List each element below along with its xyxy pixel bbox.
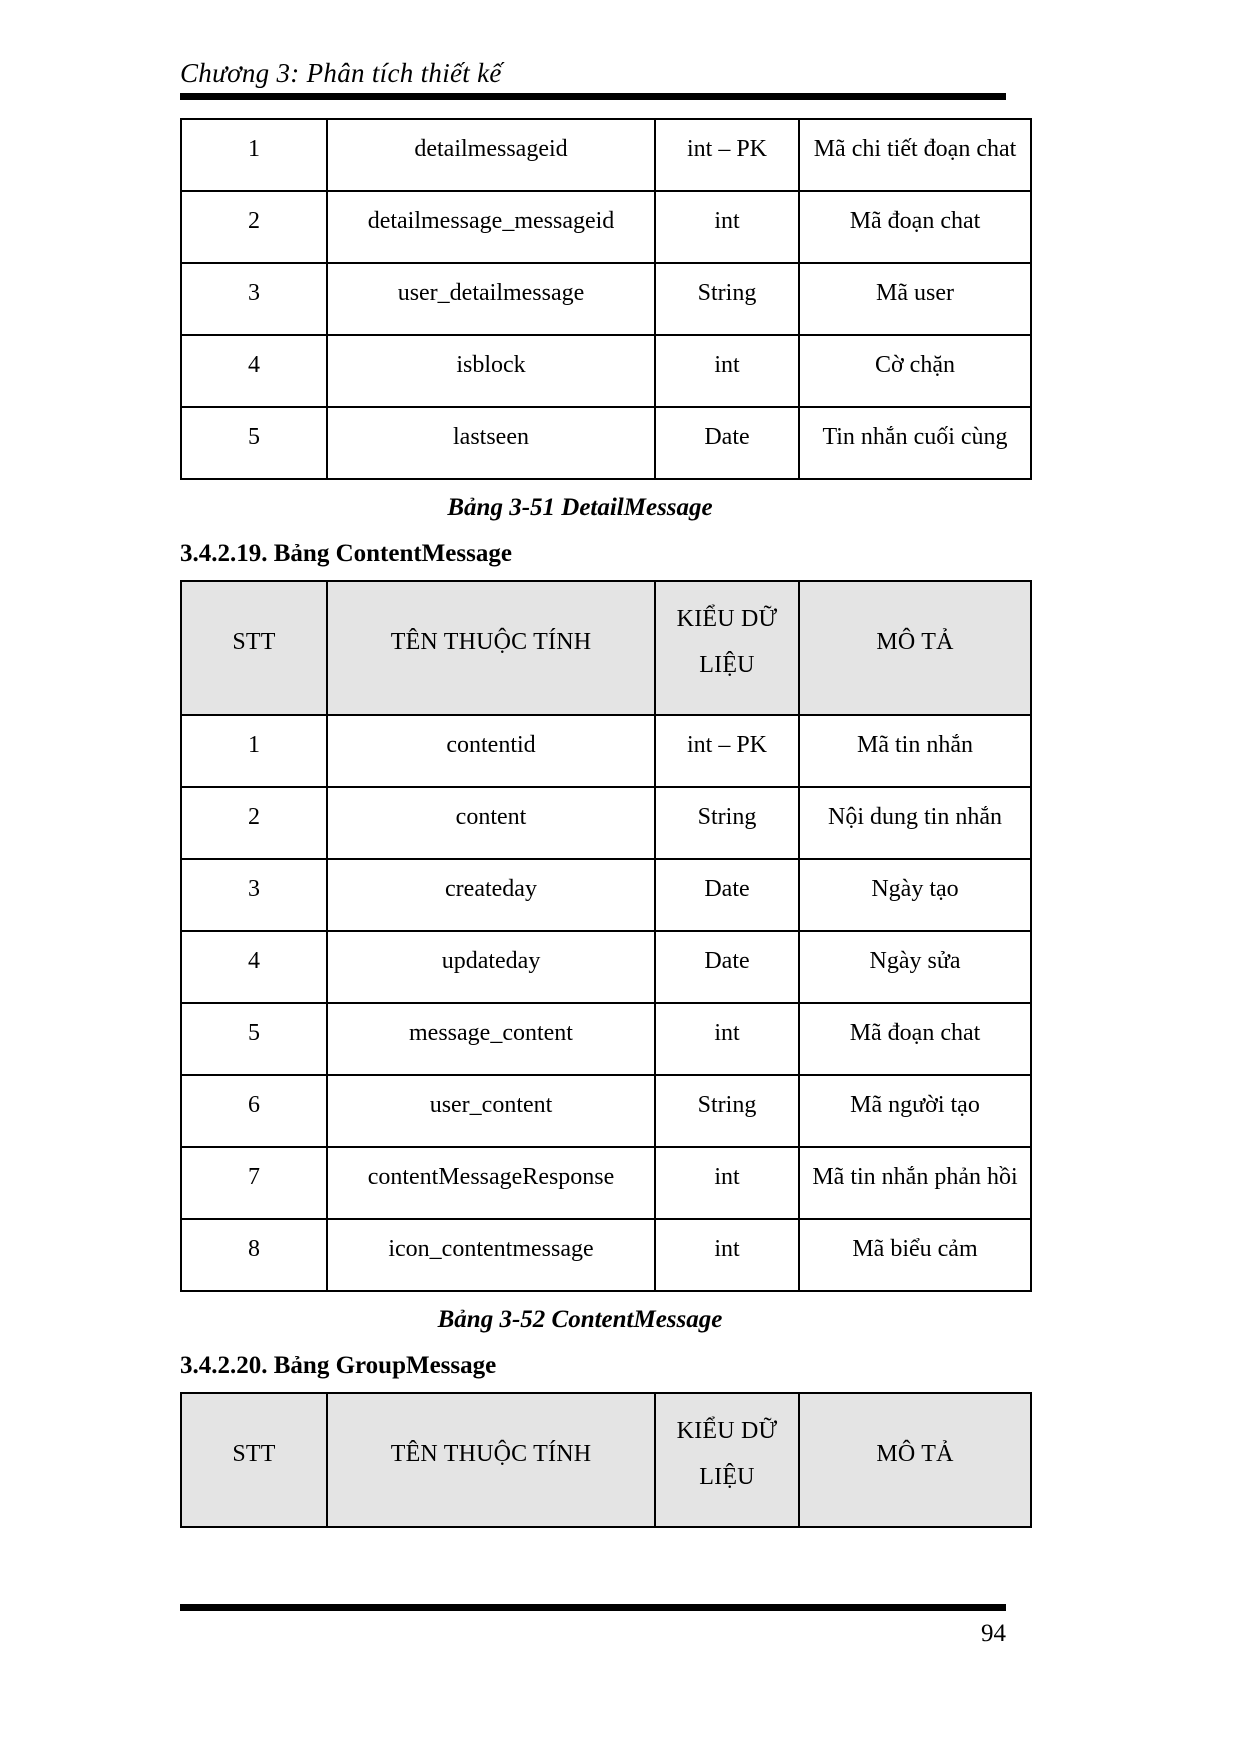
cell-text: Tin nhắn cuối cùng (822, 424, 1008, 450)
table-row (181, 931, 1031, 1003)
cell-text: 4 (248, 352, 260, 378)
contentmessage-table-body (181, 715, 1031, 1291)
page-content (180, 0, 1040, 1528)
cell-description (799, 407, 1031, 479)
cell-stt (181, 119, 327, 191)
cell-data-type (655, 859, 799, 931)
cell-stt (181, 1075, 327, 1147)
cell-stt (181, 1219, 327, 1291)
detailmessage-table-body (181, 119, 1031, 479)
cell-stt (181, 263, 327, 335)
cell-text: int (714, 1236, 740, 1262)
cell-text: contentid (446, 732, 536, 758)
cell-text: Mã đoạn chat (849, 1020, 981, 1046)
cell-description (799, 191, 1031, 263)
cell-data-type (655, 1219, 799, 1291)
cell-text: Mã đoạn chat (849, 208, 981, 234)
cell-text: createday (445, 876, 537, 902)
cell-description (799, 263, 1031, 335)
cell-text: String (697, 280, 757, 306)
cell-text: Nội dung tin nhắn (828, 804, 1002, 830)
cell-text: user_content (429, 1092, 553, 1118)
cell-attribute-name (327, 1147, 655, 1219)
page-footer (180, 1604, 1006, 1649)
cell-text: int – PK (686, 732, 767, 758)
cell-data-type (655, 715, 799, 787)
header-text-line1: KIỂU DỮ (676, 1418, 778, 1444)
cell-text: updateday (441, 948, 541, 974)
groupmessage-table-header (181, 1393, 1031, 1527)
cell-stt (181, 335, 327, 407)
header-text-line1: KIỂU DỮ (676, 606, 778, 632)
cell-text: int – PK (686, 136, 767, 162)
table-row (181, 407, 1031, 479)
cell-text: int (714, 1164, 740, 1190)
header-cell-stt (181, 581, 327, 715)
header-text-wrap (656, 1394, 798, 1526)
header-text: STT (232, 1441, 276, 1467)
header-text: TÊN THUỘC TÍNH (390, 629, 592, 655)
section-heading-3-4-2-20: 3.4.2.20. Bảng GroupMessage (180, 1352, 497, 1379)
top-spacer (180, 0, 1040, 118)
cell-text: Mã chi tiết đoạn chat (813, 136, 1017, 162)
groupmessage-table (180, 1392, 1032, 1528)
cell-description (799, 335, 1031, 407)
cell-text: detailmessageid (414, 136, 568, 162)
cell-stt (181, 191, 327, 263)
cell-text: isblock (456, 352, 526, 378)
cell-stt (181, 715, 327, 787)
cell-text: user_detailmessage (397, 280, 585, 306)
cell-text: 2 (248, 208, 260, 234)
table-row (181, 191, 1031, 263)
cell-data-type (655, 787, 799, 859)
section-heading-3-4-2-19: 3.4.2.19. Bảng ContentMessage (180, 540, 512, 567)
cell-stt (181, 1003, 327, 1075)
cell-text: Ngày sửa (869, 948, 961, 974)
header-text-wrap (656, 582, 798, 714)
cell-text: content (455, 804, 527, 830)
cell-stt (181, 407, 327, 479)
cell-text: Date (704, 948, 750, 974)
cell-text: Mã biểu cảm (852, 1236, 978, 1262)
cell-text: int (714, 352, 740, 378)
cell-text: contentMessageResponse (367, 1164, 615, 1190)
cell-stt (181, 1147, 327, 1219)
cell-data-type (655, 263, 799, 335)
cell-stt (181, 787, 327, 859)
header-cell-description (799, 581, 1031, 715)
table-caption-3-52: Bảng 3-52 ContentMessage (437, 1306, 723, 1333)
cell-text: int (714, 1020, 740, 1046)
cell-data-type (655, 119, 799, 191)
cell-data-type (655, 1075, 799, 1147)
cell-data-type (655, 335, 799, 407)
cell-data-type (655, 931, 799, 1003)
cell-stt (181, 859, 327, 931)
cell-text: Mã tin nhắn phản hồi (812, 1164, 1018, 1190)
cell-text: 3 (248, 876, 260, 902)
cell-text: String (697, 804, 757, 830)
header-text: MÔ TẢ (876, 629, 954, 655)
cell-attribute-name (327, 1003, 655, 1075)
cell-text: Date (704, 424, 750, 450)
cell-description (799, 787, 1031, 859)
cell-text: 2 (248, 804, 260, 830)
header-text-line2: LIỆU (699, 652, 755, 678)
cell-attribute-name (327, 1075, 655, 1147)
cell-attribute-name (327, 407, 655, 479)
cell-attribute-name (327, 787, 655, 859)
cell-description (799, 1075, 1031, 1147)
cell-description (799, 715, 1031, 787)
header-text: STT (232, 629, 276, 655)
footer-rule (180, 1604, 1006, 1611)
cell-text: lastseen (453, 424, 529, 450)
cell-text: Mã tin nhắn (857, 732, 973, 758)
cell-attribute-name (327, 859, 655, 931)
cell-attribute-name (327, 1219, 655, 1291)
table-header-row (181, 581, 1031, 715)
cell-text: 6 (248, 1092, 260, 1118)
cell-description (799, 1147, 1031, 1219)
table-row (181, 715, 1031, 787)
cell-data-type (655, 1003, 799, 1075)
table-row (181, 1075, 1031, 1147)
cell-data-type (655, 407, 799, 479)
table-row (181, 1147, 1031, 1219)
cell-description (799, 859, 1031, 931)
cell-text: Mã người tạo (850, 1092, 980, 1118)
header-cell-stt (181, 1393, 327, 1527)
table-header-row (181, 1393, 1031, 1527)
cell-attribute-name (327, 119, 655, 191)
header-cell-description (799, 1393, 1031, 1527)
cell-text: 4 (248, 948, 260, 974)
cell-text: message_content (409, 1020, 573, 1046)
cell-attribute-name (327, 191, 655, 263)
header-cell-data-type (655, 581, 799, 715)
cell-text: 3 (248, 280, 260, 306)
cell-text: int (714, 208, 740, 234)
header-cell-attribute-name (327, 581, 655, 715)
cell-text: 8 (248, 1236, 260, 1262)
running-header-title: Chương 3: Phân tích thiết kế (180, 58, 502, 88)
cell-description (799, 931, 1031, 1003)
cell-text: Date (704, 876, 750, 902)
cell-text: 5 (248, 424, 260, 450)
contentmessage-table (180, 580, 1032, 1292)
table-row (181, 1219, 1031, 1291)
table-row (181, 787, 1031, 859)
cell-text: 5 (248, 1020, 260, 1046)
cell-data-type (655, 1147, 799, 1219)
detailmessage-table (180, 118, 1032, 480)
cell-text: Cờ chặn (874, 352, 955, 378)
cell-text: icon_contentmessage (388, 1236, 594, 1262)
header-cell-data-type (655, 1393, 799, 1527)
cell-text: detailmessage_messageid (367, 208, 615, 234)
cell-description (799, 1003, 1031, 1075)
cell-attribute-name (327, 931, 655, 1003)
cell-description (799, 119, 1031, 191)
table-row (181, 1003, 1031, 1075)
header-text: MÔ TẢ (876, 1441, 954, 1467)
cell-stt (181, 931, 327, 1003)
cell-text: Ngày tạo (871, 876, 959, 902)
page-number: 94 (981, 1620, 1006, 1647)
table-row (181, 859, 1031, 931)
cell-text: 1 (248, 732, 260, 758)
header-text-line2: LIỆU (699, 1464, 755, 1490)
cell-text: 7 (248, 1164, 260, 1190)
cell-description (799, 1219, 1031, 1291)
cell-attribute-name (327, 335, 655, 407)
cell-text: 1 (248, 136, 260, 162)
cell-text: String (697, 1092, 757, 1118)
table-row (181, 335, 1031, 407)
header-cell-attribute-name (327, 1393, 655, 1527)
table-row (181, 263, 1031, 335)
cell-attribute-name (327, 263, 655, 335)
header-text: TÊN THUỘC TÍNH (390, 1441, 592, 1467)
table-caption-3-51: Bảng 3-51 DetailMessage (447, 494, 713, 521)
contentmessage-table-header (181, 581, 1031, 715)
cell-data-type (655, 191, 799, 263)
cell-text: Mã user (876, 280, 954, 306)
cell-attribute-name (327, 715, 655, 787)
table-row (181, 119, 1031, 191)
